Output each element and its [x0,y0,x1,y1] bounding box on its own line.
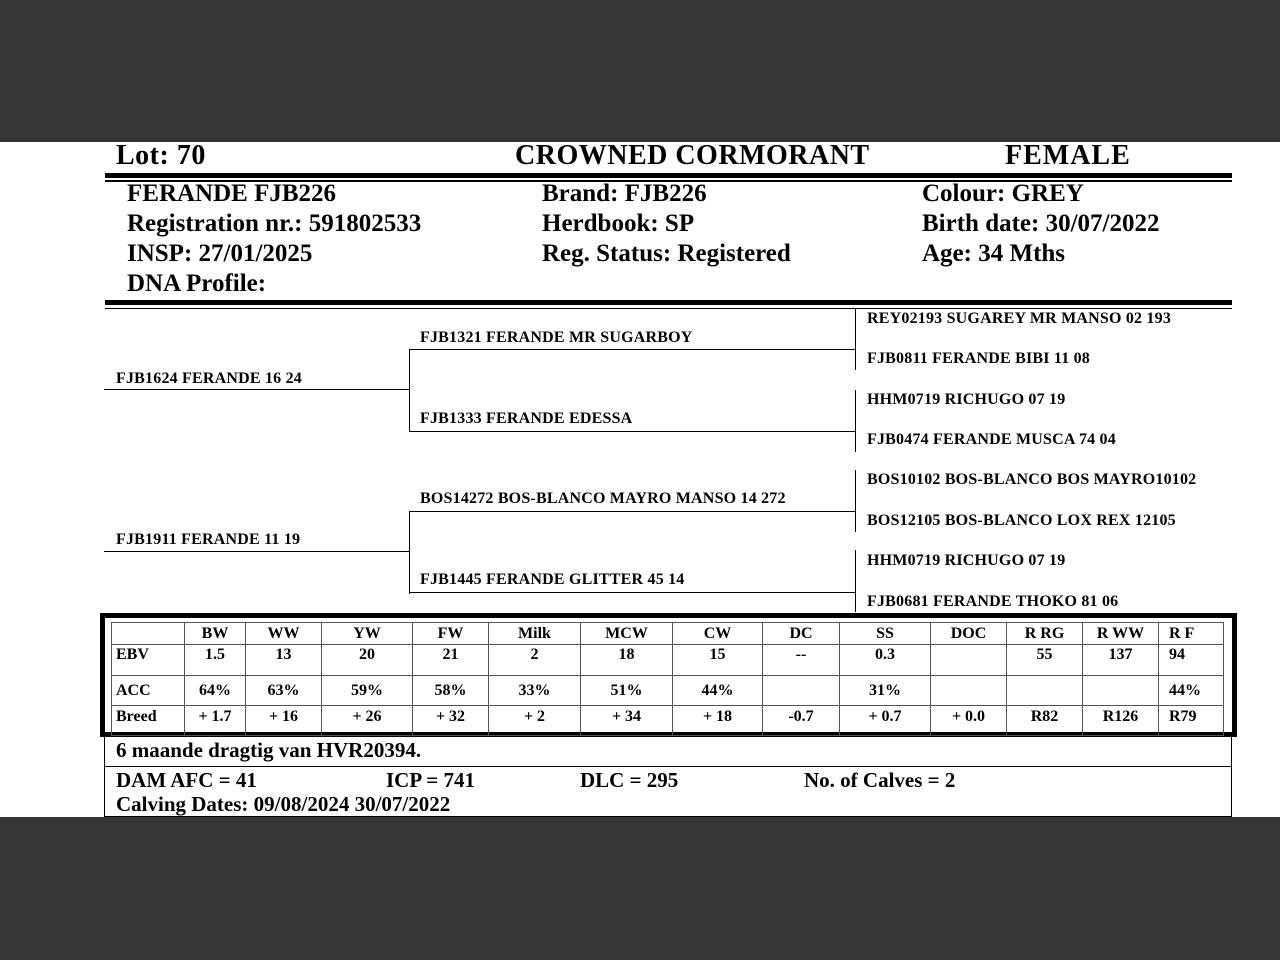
ebv-cell: 13 [246,645,322,676]
ebv-header-cell: Milk [489,623,581,645]
pedigree-line-ss [409,349,855,350]
ebv-cell: 15 [673,645,763,676]
dam-icp: ICP = 741 [386,768,475,792]
ebv-cell: 59% [322,676,413,706]
ebv-cell: 44% [673,676,763,706]
ebv-cell: 31% [840,676,931,706]
ebv-header-row [112,623,1224,645]
ebv-header-cell: R F [1159,623,1224,645]
ebv-cell: 63% [246,676,322,706]
ebv-cell: 137 [1083,645,1159,676]
calving-dates: Calving Dates: 09/08/2024 30/07/2022 [116,792,451,816]
ebv-cell: R82 [1007,706,1083,736]
pedigree-dam-dam: FJB1445 FERANDE GLITTER 45 14 [420,571,685,588]
ebv-cell: 21 [413,645,489,676]
pedigree-sd-sire: HHM0719 RICHUGO 07 19 [867,391,1066,408]
pedigree-dam-sire: BOS14272 BOS-BLANCO MAYRO MANSO 14 272 [420,490,786,507]
ebv-cell: 20 [322,645,413,676]
ebv-header-cell: FW [413,623,489,645]
ebv-cell: + 26 [322,706,413,736]
pedigree-bracket-dam [409,511,410,594]
ebv-cell: + 2 [489,706,581,736]
ebv-cell: + 16 [246,706,322,736]
pedigree-bracket-ss [855,308,856,370]
ebv-cell: 64% [185,676,246,706]
ebv-cell [931,645,1007,676]
ebv-cell: + 32 [413,706,489,736]
ebv-header-cell: MCW [581,623,673,645]
ebv-header-cell: YW [322,623,413,645]
ebv-cell: + 0.7 [840,706,931,736]
ebv-cell: R79 [1159,706,1224,736]
ebv-cell: -- [763,645,840,676]
ebv-header-cell: DOC [931,623,1007,645]
animal-id-name: FERANDE FJB226 [127,180,337,207]
ebv-cell: 0.3 [840,645,931,676]
birth-date: Birth date: 30/07/2022 [922,210,1160,237]
ebv-cell: 33% [489,676,581,706]
pedigree-dd-dam: FJB0681 FERANDE THOKO 81 06 [867,593,1119,610]
pedigree-sire-dam: FJB1333 FERANDE EDESSA [420,410,633,427]
notes-box-left [104,737,105,817]
lot-number: Lot: 70 [116,142,206,171]
ebv-row-acc [112,676,1224,706]
dam-dlc: DLC = 295 [580,768,679,792]
pedigree-dd-sire: HHM0719 RICHUGO 07 19 [867,552,1066,569]
pedigree-sd-dam: FJB0474 FERANDE MUSCA 74 04 [867,431,1116,448]
dam-afc: DAM AFC = 41 [116,768,257,792]
pedigree-ss-sire: REY02193 SUGAREY MR MANSO 02 193 [867,310,1172,327]
registration-number: Registration nr.: 591802533 [127,210,422,237]
colour: Colour: GREY [922,180,1084,207]
ebv-cell: + 1.7 [185,706,246,736]
animal-name: CROWNED CORMORANT [515,142,870,171]
ebv-header-cell: WW [246,623,322,645]
ebv-cell: 58% [413,676,489,706]
ebv-header-cell: CW [673,623,763,645]
ebv-cell [1083,676,1159,706]
ebv-table-frame [100,613,1237,737]
brand: Brand: FJB226 [542,180,707,207]
pedigree-dam: FJB1911 FERANDE 11 19 [116,531,301,548]
pedigree-bracket-ds [855,470,856,532]
info-rule-thin-left [105,308,855,309]
ebv-row-label: Breed [112,706,185,736]
ebv-cell: R126 [1083,706,1159,736]
notes-box-right [1231,737,1232,817]
ebv-cell: -0.7 [763,706,840,736]
pedigree-line-sd [409,431,855,432]
ebv-cell: 55 [1007,645,1083,676]
pedigree-line-dam [104,551,409,552]
ebv-header-cell: R RG [1007,623,1083,645]
ebv-header-cell: BW [185,623,246,645]
age: Age: 34 Mths [922,240,1066,267]
ebv-table [111,622,1224,736]
ebv-row-label: EBV [112,645,185,676]
info-rule-thick [105,300,1232,305]
pedigree-bracket-sire [409,349,410,432]
number-of-calves: No. of Calves = 2 [804,768,956,792]
ebv-header-cell: DC [763,623,840,645]
inspection-date: INSP: 27/01/2025 [127,240,313,267]
animal-sex: FEMALE [1005,142,1131,171]
ebv-cell: 18 [581,645,673,676]
pedigree-bracket-sd [855,390,856,452]
ebv-header-cell [112,623,185,645]
ebv-header-cell: R WW [1083,623,1159,645]
pedigree-line-sire [104,389,409,390]
ebv-cell: 1.5 [185,645,246,676]
notes-box-divider [104,766,1232,767]
header-rule-thick [105,173,1232,178]
ebv-cell: 94 [1159,645,1224,676]
pregnancy-remark: 6 maande dragtig van HVR20394. [116,738,422,762]
ebv-row-breed [112,706,1224,736]
ebv-cell: + 34 [581,706,673,736]
registration-status: Reg. Status: Registered [542,240,791,267]
ebv-cell [931,676,1007,706]
ebv-cell: 44% [1159,676,1224,706]
pedigree-line-dd [409,592,855,593]
ebv-header-cell: SS [840,623,931,645]
pedigree-bracket-dd [855,550,856,612]
ebv-cell: + 0.0 [931,706,1007,736]
pedigree-ds-sire: BOS10102 BOS-BLANCO BOS MAYRO10102 [867,471,1197,488]
ebv-cell: + 18 [673,706,763,736]
herdbook: Herdbook: SP [542,210,695,237]
pedigree-ds-dam: BOS12105 BOS-BLANCO LOX REX 12105 [867,512,1176,529]
ebv-cell: 51% [581,676,673,706]
ebv-row-ebv [112,645,1224,676]
ebv-cell [763,676,840,706]
ebv-cell [1007,676,1083,706]
pedigree-line-ds [409,511,855,512]
pedigree-sire: FJB1624 FERANDE 16 24 [116,370,302,387]
ebv-cell: 2 [489,645,581,676]
pedigree-ss-dam: FJB0811 FERANDE BIBI 11 08 [867,350,1091,367]
ebv-row-label: ACC [112,676,185,706]
dna-profile: DNA Profile: [127,270,267,297]
lot-sheet [0,142,1280,817]
info-rule-thin-right [855,308,1232,309]
pedigree-sire-sire: FJB1321 FERANDE MR SUGARBOY [420,329,693,346]
